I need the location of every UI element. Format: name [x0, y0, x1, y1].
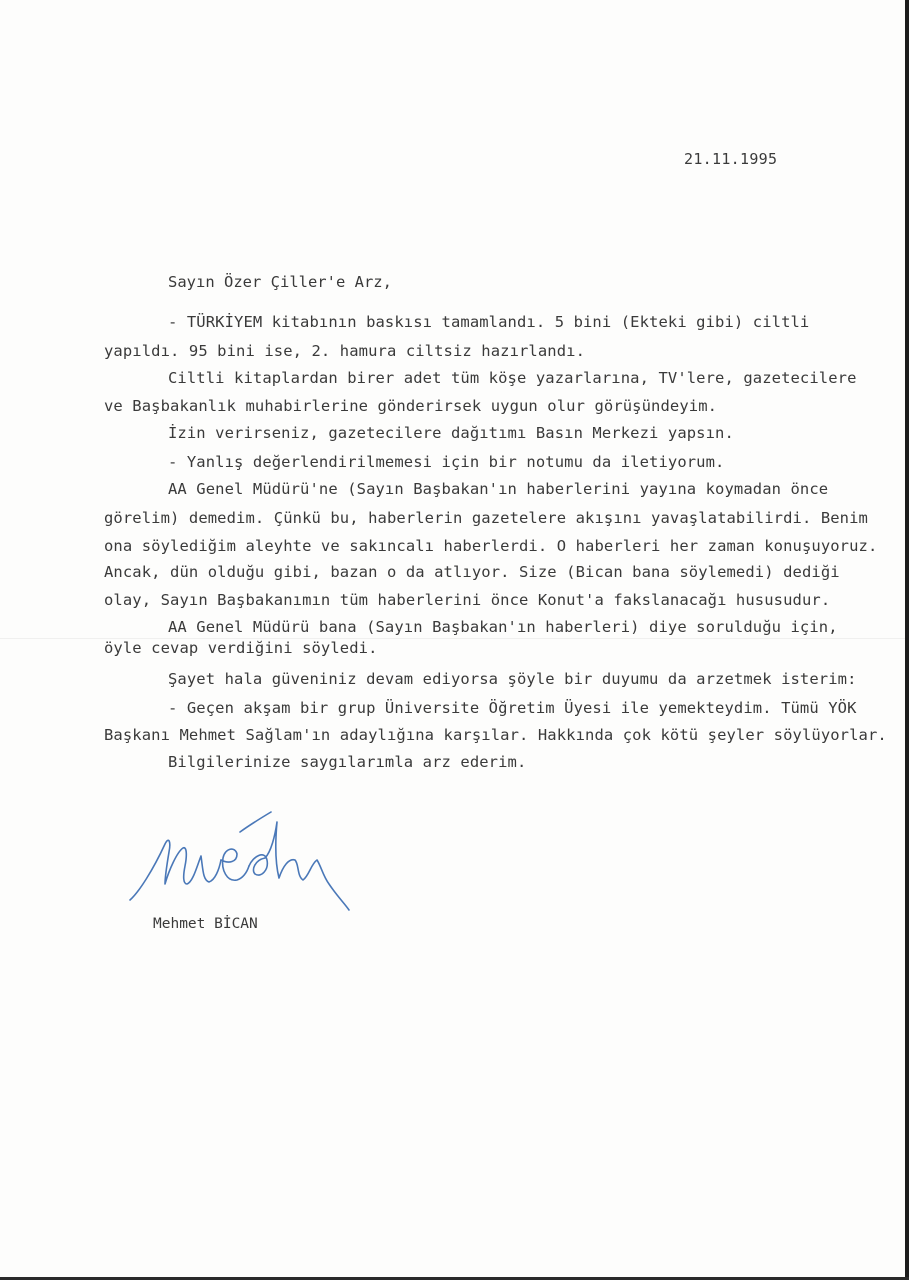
body-line: Şayet hala güveniniz devam ediyorsa şöyle bir duyumu da arzetmek isterim: — [168, 670, 857, 688]
body-line: - TÜRKİYEM kitabının baskısı tamamlandı. 5 bini (Ekteki gibi) ciltli — [168, 313, 810, 331]
body-line: İzin verirseniz, gazetecilere dağıtımı Basın Merkezi yapsın. — [168, 424, 734, 442]
body-line: öyle cevap verdiğini söyledi. — [104, 639, 378, 657]
body-line: AA Genel Müdürü bana (Sayın Başbakan'ın haberleri) diye sorulduğu için, — [168, 618, 838, 636]
body-line: Bilgilerinize saygılarımla arz ederim. — [168, 753, 527, 771]
handwritten-signature — [125, 800, 370, 920]
body-line: AA Genel Müdürü'ne (Sayın Başbakan'ın haberlerini yayına koymadan önce — [168, 480, 829, 498]
body-line: görelim) demedim. Çünkü bu, haberlerin gazetelere akışını yavaşlatabilirdi. Benim — [104, 509, 868, 527]
scan-edge-right — [905, 0, 909, 1280]
body-line: - Yanlış değerlendirilmemesi için bir notumu da iletiyorum. — [168, 453, 725, 471]
letter-date: 21.11.1995 — [684, 150, 778, 168]
body-line: ve Başbakanlık muhabirlerine gönderirsek uygun olur görüşündeyim. — [104, 397, 718, 415]
body-line: olay, Sayın Başbakanımın tüm haberlerini önce Konut'a fakslanacağı hususudur. — [104, 591, 831, 609]
body-line: yapıldı. 95 bini ise, 2. hamura ciltsiz hazırlandı. — [104, 342, 586, 360]
body-line: Başkanı Mehmet Sağlam'ın adaylığına karşılar. Hakkında çok kötü şeyler söylüyorlar. — [104, 726, 887, 744]
body-line: - Geçen akşam bir grup Üniversite Öğretim Üyesi ile yemekteydim. Tümü YÖK — [168, 699, 857, 717]
signer-name: Mehmet BİCAN — [153, 916, 258, 932]
salutation: Sayın Özer Çiller'e Arz, — [168, 273, 392, 291]
body-line: Ancak, dün olduğu gibi, bazan o da atlıyor. Size (Bican bana söylemedi) dediği — [104, 563, 840, 581]
body-line: ona söylediğim aleyhte ve sakıncalı haberlerdi. O haberleri her zaman konuşuyoruz. — [104, 537, 878, 555]
body-line: Ciltli kitaplardan birer adet tüm köşe yazarlarına, TV'lere, gazetecilere — [168, 369, 857, 387]
